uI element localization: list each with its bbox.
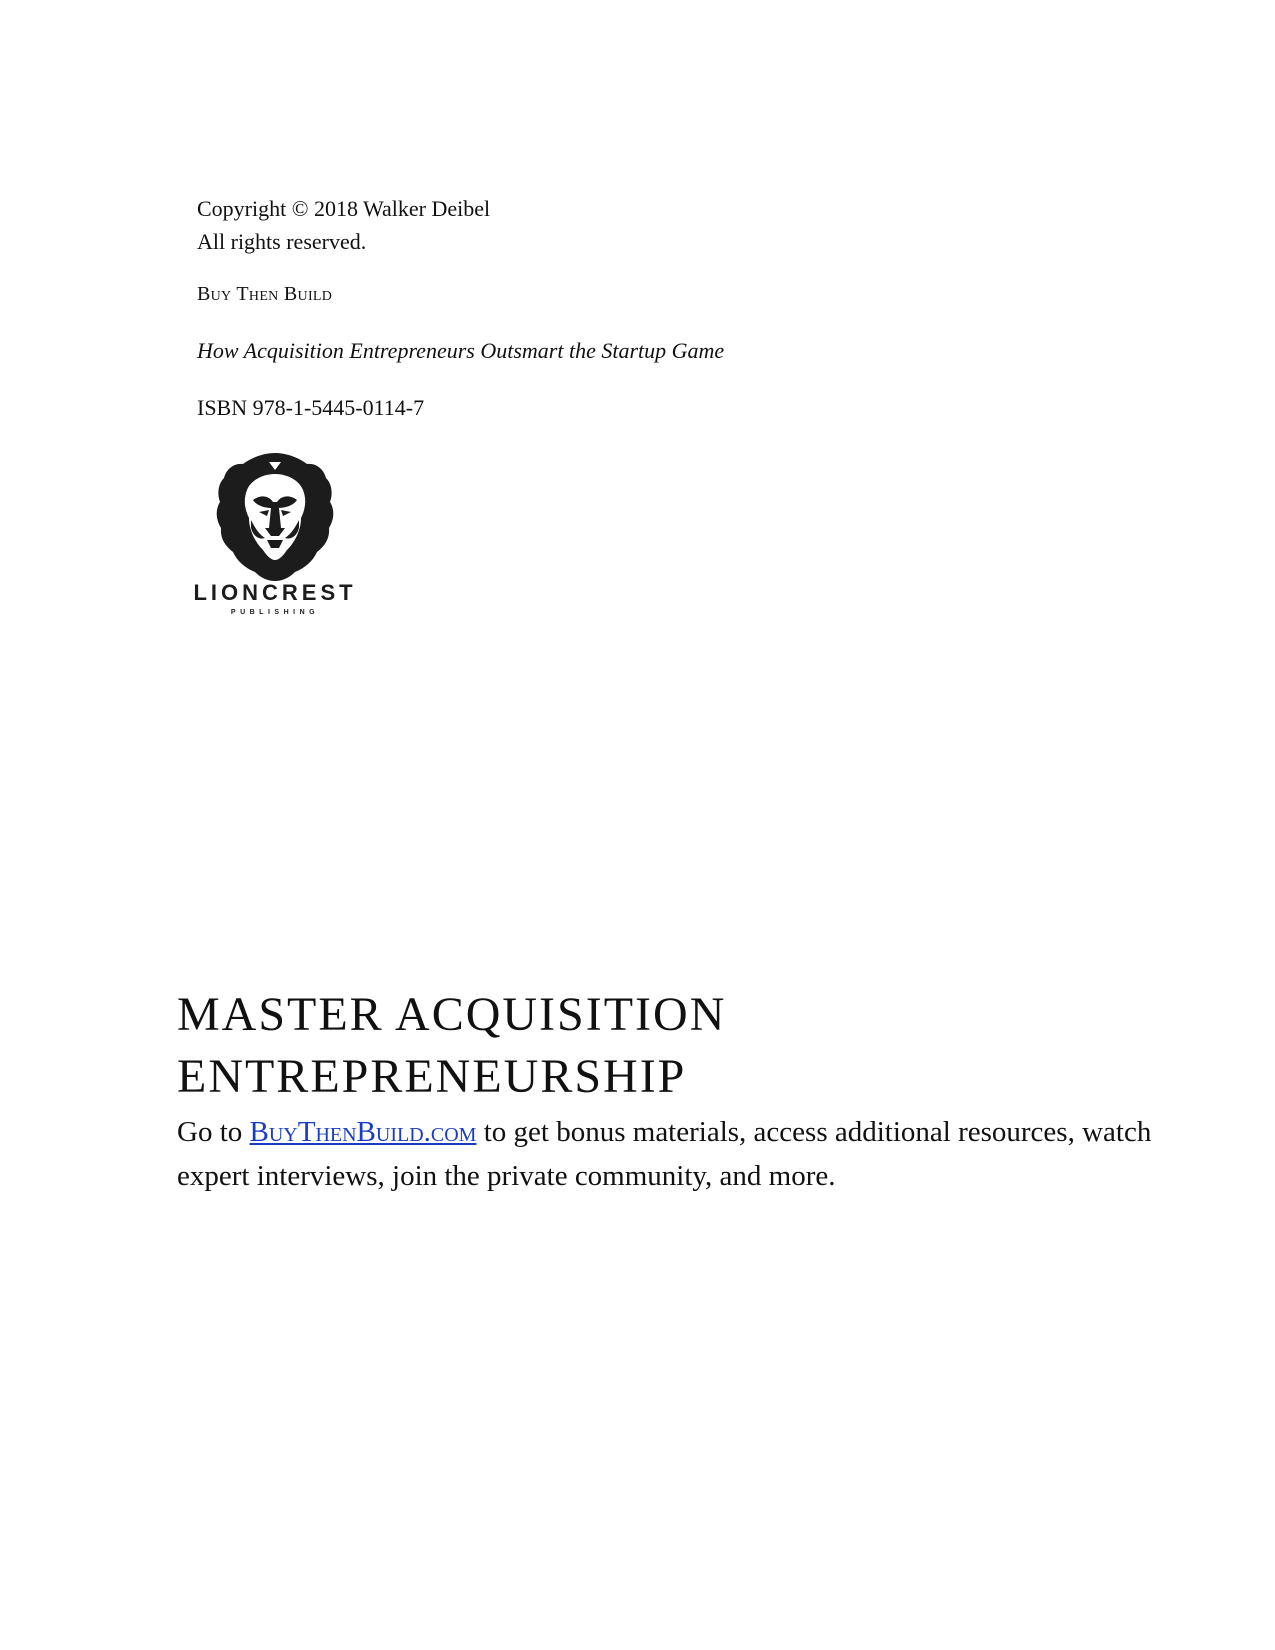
cta-heading-line2: ENTREPRENEURSHIP bbox=[177, 1050, 687, 1103]
book-subtitle: How Acquisition Entrepreneurs Outsmart the Startup Game bbox=[197, 338, 725, 363]
cta-heading-line1: MASTER ACQUISITION bbox=[177, 988, 727, 1041]
website-link[interactable]: BuyThenBuild.com bbox=[249, 1116, 477, 1148]
cta-body bbox=[177, 1110, 1177, 1198]
cta-heading bbox=[177, 984, 726, 1108]
rights-reserved-line: All rights reserved. bbox=[197, 229, 367, 254]
publisher-name: LIONCREST bbox=[193, 580, 357, 605]
copyright-line: Copyright © 2018 Walker Deibel bbox=[197, 196, 491, 221]
cta-body-prefix: Go to bbox=[177, 1116, 250, 1148]
isbn: ISBN 978-1-5445-0114-7 bbox=[197, 395, 425, 420]
publisher-tagline: PUBLISHING bbox=[230, 609, 320, 616]
book-title: Buy Then Build bbox=[197, 283, 333, 305]
publisher-logo bbox=[193, 448, 358, 618]
copyright-block bbox=[197, 192, 490, 258]
cta-body-suffix: to get bonus materials, access additional resources, watch expert interviews, join the private community, and more. bbox=[177, 1116, 1152, 1192]
lion-head-icon bbox=[193, 448, 358, 618]
